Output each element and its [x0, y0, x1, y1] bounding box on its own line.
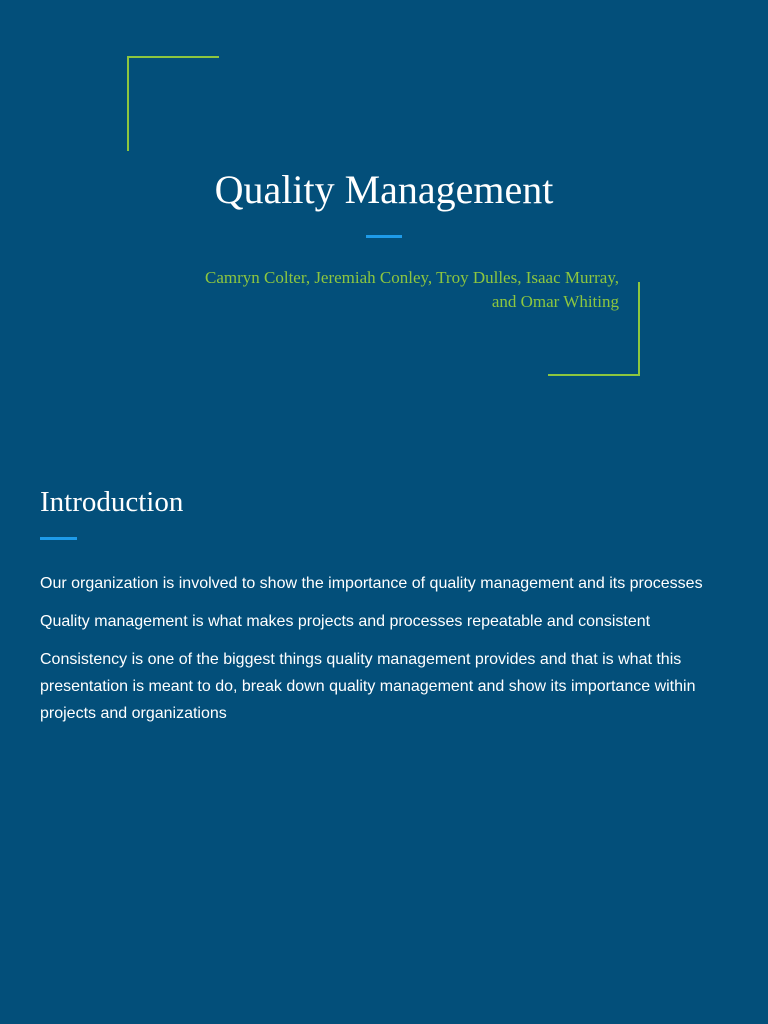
authors-line-1: Camryn Colter, Jeremiah Conley, Troy Dulles, Isaac Murray,: [204, 268, 619, 287]
authors-text: [130, 266, 619, 314]
introduction-slide: [0, 432, 768, 1024]
paragraph-1: Our organization is involved to show the importance of quality management and its processes: [40, 575, 703, 592]
paragraph-list: [40, 570, 740, 738]
title-slide: [0, 0, 768, 432]
presentation-title: Quality Management: [214, 167, 554, 212]
top-left-corner-bracket: [127, 56, 219, 151]
authors-line-2: and Omar Whiting: [491, 292, 619, 311]
paragraph-3: Consistency is one of the biggest things quality management provides and that is what this presentation is meant to do, break down quality management and show its importance within projects and organizations: [40, 651, 696, 722]
title-underline-accent: [366, 235, 402, 238]
bottom-right-corner-bracket: [548, 282, 640, 376]
section-heading: Introduction: [40, 486, 184, 518]
paragraph-2: Quality management is what makes projects and processes repeatable and consistent: [40, 613, 651, 630]
heading-underline-accent: [40, 537, 77, 540]
